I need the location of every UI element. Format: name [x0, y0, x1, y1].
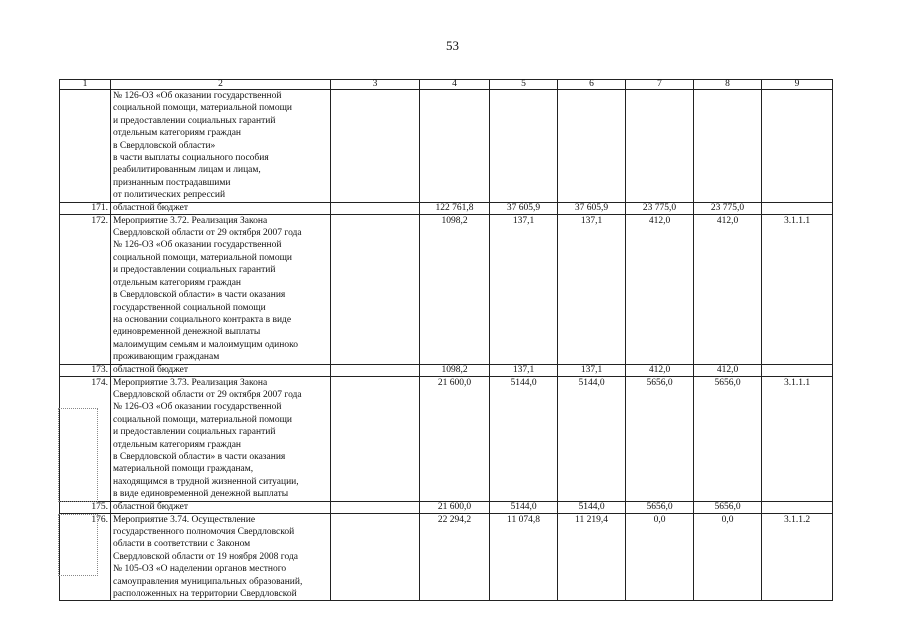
col5-value: 137,1	[490, 364, 558, 376]
page-number: 53	[446, 38, 459, 53]
col5-value: 5144,0	[490, 501, 558, 513]
col4-value: 1098,2	[420, 214, 490, 364]
row-description: Мероприятие 3.72. Реализация Закона Свердловской области от 29 октября 2007 года № 126-ОЗ «Об оказании государственной социальной помощи, материальной помощи и предоставлении социальных гарантий отдельным категориям граждан в Свердловской области» в части оказания государственной социальной помощи на основании социального контракта в виде единовременной денежной выплаты малоимущим семьям и малоимущим одиноко проживающим гражданам	[111, 214, 331, 364]
column-header: 5	[490, 80, 558, 90]
col9-code	[762, 90, 833, 203]
col4-value: 21 600,0	[420, 376, 490, 501]
program-table	[59, 79, 833, 601]
table-row	[60, 202, 833, 214]
col3-value	[331, 90, 420, 203]
col7-value: 23 775,0	[626, 202, 694, 214]
col3-value	[331, 202, 420, 214]
col5-value: 5144,0	[490, 376, 558, 501]
col6-value: 5144,0	[558, 501, 626, 513]
col3-value	[331, 214, 420, 364]
col5-value: 37 605,9	[490, 202, 558, 214]
col4-value: 1098,2	[420, 364, 490, 376]
col3-value	[331, 364, 420, 376]
col9-code	[762, 501, 833, 513]
column-header: 6	[558, 80, 626, 90]
col7-value: 412,0	[626, 214, 694, 364]
col6-value: 137,1	[558, 214, 626, 364]
col9-code	[762, 202, 833, 214]
col4-value: 122 761,8	[420, 202, 490, 214]
row-description: Мероприятие 3.74. Осуществление государственного полномочия Свердловской области в соответствии с Законом Свердловской области от 19 ноября 2008 года № 105-ОЗ «О наделении органов местного самоуправления муниципальных образований, расположенных на территории Свердловской	[111, 513, 331, 601]
row-description: областной бюджет	[111, 202, 331, 214]
col8-value	[694, 90, 762, 203]
col8-value: 5656,0	[694, 501, 762, 513]
column-header-row	[60, 80, 833, 90]
table-row	[60, 501, 833, 513]
col5-value: 11 074,8	[490, 513, 558, 601]
table-row	[60, 214, 833, 364]
col7-value: 412,0	[626, 364, 694, 376]
row-number: 175.	[60, 501, 111, 513]
row-description: областной бюджет	[111, 364, 331, 376]
col8-value: 0,0	[694, 513, 762, 601]
table-row	[60, 90, 833, 203]
stamp-mark	[58, 408, 98, 502]
row-number: 173.	[60, 364, 111, 376]
table-row	[60, 376, 833, 501]
table-row	[60, 513, 833, 601]
col3-value	[331, 376, 420, 501]
col6-value: 37 605,9	[558, 202, 626, 214]
column-header: 9	[762, 80, 833, 90]
col7-value: 0,0	[626, 513, 694, 601]
col9-code: 3.1.1.2	[762, 513, 833, 601]
col7-value: 5656,0	[626, 376, 694, 501]
col6-value: 5144,0	[558, 376, 626, 501]
col4-value: 22 294,2	[420, 513, 490, 601]
col8-value: 23 775,0	[694, 202, 762, 214]
table-row	[60, 364, 833, 376]
col5-value	[490, 90, 558, 203]
col4-value	[420, 90, 490, 203]
col7-value: 5656,0	[626, 501, 694, 513]
col3-value	[331, 501, 420, 513]
column-header: 8	[694, 80, 762, 90]
col6-value: 137,1	[558, 364, 626, 376]
row-description: Мероприятие 3.73. Реализация Закона Свердловской области от 29 октября 2007 года № 126-ОЗ «Об оказании государственной социальной помощи, материальной помощи и предоставлении социальных гарантий отдельным категориям граждан в Свердловской области» в части оказания материальной помощи гражданам, находящимся в трудной жизненной ситуации, в виде единовременной денежной выплаты	[111, 376, 331, 501]
row-number	[60, 90, 111, 203]
row-number: 176.	[60, 513, 111, 601]
col6-value	[558, 90, 626, 203]
col9-code: 3.1.1.1	[762, 376, 833, 501]
column-header: 4	[420, 80, 490, 90]
column-header: 2	[111, 80, 331, 90]
row-number: 174.	[60, 376, 111, 501]
row-number: 172.	[60, 214, 111, 364]
col9-code	[762, 364, 833, 376]
col7-value	[626, 90, 694, 203]
col8-value: 412,0	[694, 364, 762, 376]
row-description: № 126-ОЗ «Об оказании государственной социальной помощи, материальной помощи и предоставлении социальных гарантий отдельным категориям граждан в Свердловской области» в части выплаты социального пособия реабилитированным лицам и лицам, признанным пострадавшими от политических репрессий	[111, 90, 331, 203]
row-number: 171.	[60, 202, 111, 214]
col9-code: 3.1.1.1	[762, 214, 833, 364]
col6-value: 11 219,4	[558, 513, 626, 601]
col5-value: 137,1	[490, 214, 558, 364]
col8-value: 412,0	[694, 214, 762, 364]
column-header: 3	[331, 80, 420, 90]
col3-value	[331, 513, 420, 601]
col4-value: 21 600,0	[420, 501, 490, 513]
row-description: областной бюджет	[111, 501, 331, 513]
stamp-mark	[58, 514, 98, 576]
column-header: 7	[626, 80, 694, 90]
column-header: 1	[60, 80, 111, 90]
col8-value: 5656,0	[694, 376, 762, 501]
